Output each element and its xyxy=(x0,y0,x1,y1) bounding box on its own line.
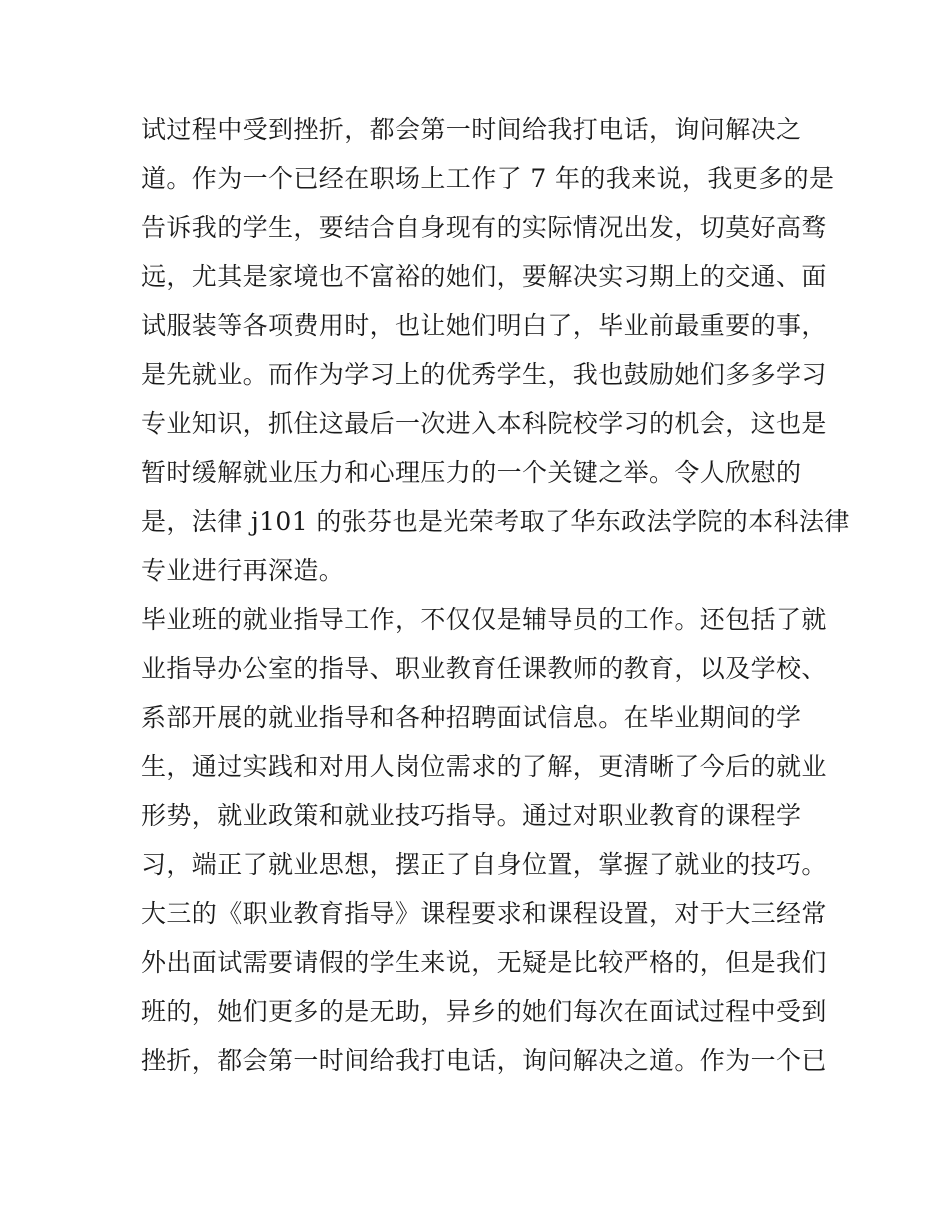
text-line: 业指导办公室的指导、职业教育任课教师的教育，以及学校、 xyxy=(141,654,827,683)
text-line: 是，法律 j101 的张芬也是光荣考取了华东政法学院的本科法律 xyxy=(141,507,850,536)
text-line: 班的，她们更多的是无助，异乡的她们每次在面试过程中受到 xyxy=(141,997,827,1026)
text-line: 暂时缓解就业压力和心理压力的一个关键之举。令人欣慰的 xyxy=(141,458,802,487)
text-line: 专业进行再深造。 xyxy=(141,556,345,585)
text-line: 挫折，都会第一时间给我打电话，询问解决之道。作为一个已 xyxy=(141,1046,827,1075)
text-line: 系部开展的就业指导和各种招聘面试信息。在毕业期间的学 xyxy=(141,703,802,732)
text-line: 大三的《职业教育指导》课程要求和课程设置，对于大三经常 xyxy=(141,899,827,928)
text-line: 是先就业。而作为学习上的优秀学生，我也鼓励她们多多学习 xyxy=(141,360,827,389)
text-line: 生，通过实践和对用人岗位需求的了解，更清晰了今后的就业 xyxy=(141,752,827,781)
text-line: 道。作为一个已经在职场上工作了 7 年的我来说，我更多的是 xyxy=(141,164,835,193)
text-line: 专业知识，抓住这最后一次进入本科院校学习的机会，这也是 xyxy=(141,409,827,438)
text-line: 试服装等各项费用时，也让她们明白了，毕业前最重要的事， xyxy=(141,311,827,340)
text-line: 外出面试需要请假的学生来说，无疑是比较严格的，但是我们 xyxy=(141,948,827,977)
text-line: 习，端正了就业思想，摆正了自身位置，掌握了就业的技巧。 xyxy=(141,850,827,879)
text-line: 试过程中受到挫折，都会第一时间给我打电话，询问解决之 xyxy=(141,115,802,144)
paragraph-start-line: 毕业班的就业指导工作，不仅仅是辅导员的工作。还包括了就 xyxy=(141,605,827,634)
text-line: 告诉我的学生，要结合自身现有的实际情况出发，切莫好高骛 xyxy=(141,213,827,242)
text-line: 远，尤其是家境也不富裕的她们，要解决实习期上的交通、面 xyxy=(141,262,827,291)
text-line: 形势，就业政策和就业技巧指导。通过对职业教育的课程学 xyxy=(141,801,802,830)
